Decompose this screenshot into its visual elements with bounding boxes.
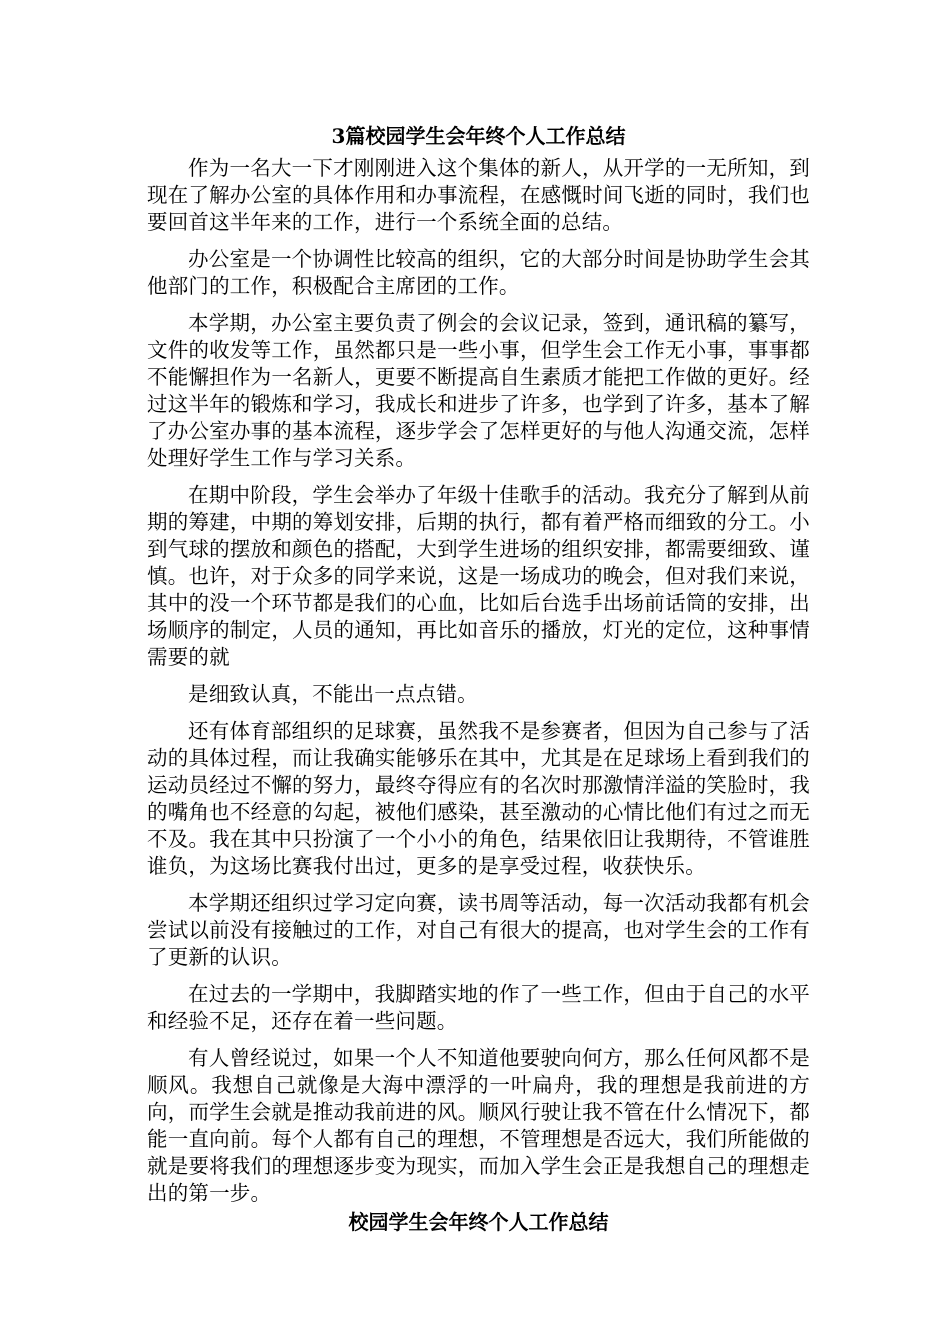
paragraph: 本学期，办公室主要负责了例会的会议记录，签到，通讯稿的纂写，文件的收发等工作，虽然都只是一些小事，但学生会工作无小事，事事都不能懈担作为一名新人，更要不断提高自生素质才能把工作做的更好。经过这半年的锻炼和学习，我成长和进步了许多，也学到了许多，基本了解了办公室办事的基本流程，逐步学会了怎样更好的与他人沟通交流，怎样处理好学生工作与学习关系。 <box>147 311 810 470</box>
paragraph: 是细致认真，不能出一点点错。 <box>188 682 478 706</box>
paragraph: 有人曾经说过，如果一个人不知道他要驶向何方，那么任何风都不是顺风。我想自己就像是大海中漂浮的一叶扁舟，我的理想是我前进的方向，而学生会就是推动我前进的风。顺风行驶让我不管在什么情况下，都能一直向前。每个人都有自己的理想，不管理想是否远大，我们所能做的就是要将我们的理想逐步变为现实，而加入学生会正是我想自己的理想走出的第一步。 <box>147 1046 810 1205</box>
paragraph: 在过去的一学期中，我脚踏实地的作了一些工作，但由于自己的水平和经验不足，还存在着一些问题。 <box>147 982 810 1033</box>
paragraph: 作为一名大一下才刚刚进入这个集体的新人，从开学的一无所知，到现在了解办公室的具体作用和办事流程，在感慨时间飞逝的同时，我们也要回首这半年来的工作，进行一个系统全面的总结。 <box>147 156 810 234</box>
paragraph: 本学期还组织过学习定向赛，读书周等活动，每一次活动我都有机会尝试以前没有接触过的工作，对自己有很大的提高，也对学生会的工作有了更新的认识。 <box>147 891 810 969</box>
paragraph: 在期中阶段，学生会举办了年级十佳歌手的活动。我充分了解到从前期的筹建，中期的筹划安排，后期的执行，都有着严格而细致的分工。小到气球的摆放和颜色的搭配，大到学生进场的组织安排，都需要细致、谨慎。也许，对于众多的同学来说，这是一场成功的晚会，但对我们来说，其中的没一个环节都是我们的心血，比如后台选手出场前话筒的安排，出场顺序的制定，人员的通知，再比如音乐的播放，灯光的定位，这种事情需要的就 <box>147 483 810 669</box>
paragraph: 还有体育部组织的足球赛，虽然我不是参赛者，但因为自己参与了活动的具体过程，而让我确实能够乐在其中，尤其是在足球场上看到我们的运动员经过不懈的努力，最终夺得应有的名次时那激情洋溢的笑脸时，我的嘴角也不经意的勾起，被他们感染，甚至激动的心情比他们有过之而无不及。我在其中只扮演了一个小小的角色，结果依旧让我期待，不管谁胜谁负，为这场比赛我付出过，更多的是享受过程，收获快乐。 <box>147 719 810 878</box>
document-title: 3篇校园学生会年终个人工作总结 <box>331 124 626 148</box>
section-title: 校园学生会年终个人工作总结 <box>348 1210 609 1234</box>
paragraph: 办公室是一个协调性比较高的组织，它的大部分时间是协助学生会其他部门的工作，积极配合主席团的工作。 <box>147 247 810 298</box>
